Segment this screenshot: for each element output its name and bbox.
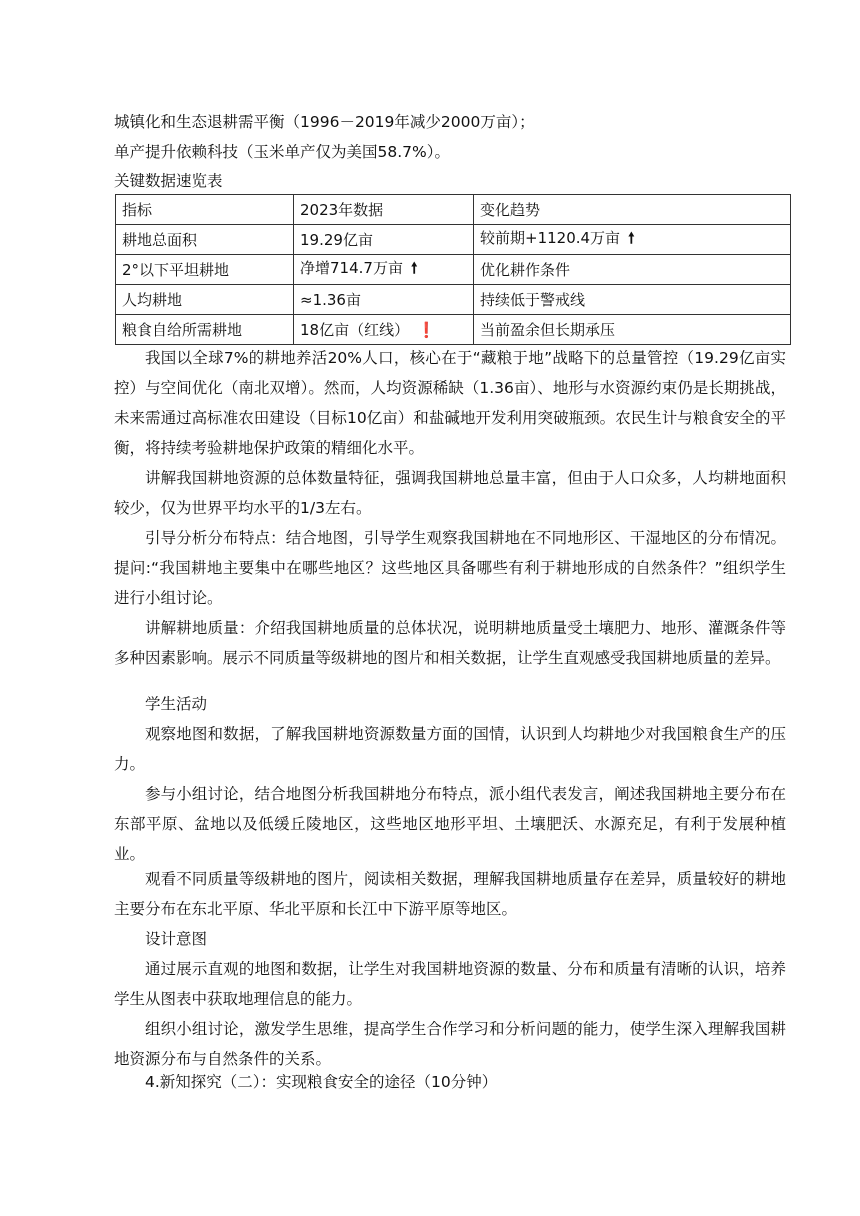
table-cell [474, 225, 791, 255]
section-heading-student-activity: 学生活动 [145, 695, 208, 713]
paragraph-intent-2: 组织小组讨论，激发学生思维，提高学生合作学习和分析问题的能力，使学生深入理解我国耕地资源分布与自然条件的关系。 [114, 1020, 786, 1068]
text-line-urbanization: 城镇化和生态退耕需平衡（1996－2019年减少2000万亩）； [114, 113, 535, 131]
table-cell: 粮食自给所需耕地 [116, 315, 294, 345]
section-heading-design-intent: 设计意图 [145, 930, 208, 948]
paragraph-summary: 我国以全球7%的耕地养活20%人口，核心在于“藏粮于地”战略下的总量管控（19.29亿亩实控）与空间优化（南北双增）。然而，人均资源稀缺（1.36亩）、地形与水资源约束仍是长期挑战，未来需通过高标准农田建设（目标10亿亩）和盐碱地开发利用突破瓶颈。农民生计与粮食安全的平衡，将持续考验耕地保护政策的精细化水平。 [114, 349, 786, 457]
table-header-row [116, 195, 791, 225]
table-cell [294, 255, 474, 285]
table-cell: 当前盈余但长期承压 [474, 315, 791, 345]
table-header-cell: 2023年数据 [294, 195, 474, 225]
table-header-cell: 变化趋势 [474, 195, 791, 225]
table-row [116, 255, 791, 285]
table-cell: 优化耕作条件 [474, 255, 791, 285]
table-header-cell: 指标 [116, 195, 294, 225]
paragraph-distribution: 引导分析分布特点：结合地图，引导学生观察我国耕地在不同地形区、干湿地区的分布情况。提问:“我国耕地主要集中在哪些地区？这些地区具备哪些有利于耕地形成的自然条件？”组织学生进行小组讨论。 [114, 529, 786, 607]
table-row [116, 285, 791, 315]
paragraph-quality: 讲解耕地质量：介绍我国耕地质量的总体状况，说明耕地质量受土壤肥力、地形、灌溉条件等多种因素影响。展示不同质量等级耕地的图片和相关数据，让学生直观感受我国耕地质量的差异。 [114, 619, 786, 667]
up-arrow-icon: 🠕 [628, 228, 635, 247]
table-cell: 持续低于警戒线 [474, 285, 791, 315]
table-cell-text: 18亿亩（红线） [300, 321, 410, 339]
paragraph-images: 观看不同质量等级耕地的图片，阅读相关数据，理解我国耕地质量存在差异，质量较好的耕地主要分布在东北平原、华北平原和长江中下游平原等地区。 [114, 870, 786, 918]
paragraph-discussion: 参与小组讨论，结合地图分析我国耕地分布特点，派小组代表发言，阐述我国耕地主要分布在东部平原、盆地以及低缓丘陵地区，这些地区地形平坦、土壤肥沃、水源充足，有利于发展种植业。 [114, 785, 786, 863]
text-line-yield: 单产提升依赖科技（玉米单产仅为美国58.7%）。 [114, 143, 450, 161]
exclamation-icon: ❗ [417, 321, 436, 339]
table-cell: 人均耕地 [116, 285, 294, 315]
paragraph-quantity: 讲解我国耕地资源的总体数量特征，强调我国耕地总量丰富，但由于人口众多，人均耕地面积较少，仅为世界平均水平的1/3左右。 [114, 469, 786, 517]
table-row [116, 315, 791, 345]
table-cell: ≈1.36亩 [294, 285, 474, 315]
paragraph-observe: 观察地图和数据，了解我国耕地资源数量方面的国情，认识到人均耕地少对我国粮食生产的压力。 [114, 725, 786, 773]
table-cell: 2°以下平坦耕地 [116, 255, 294, 285]
table-cell [294, 315, 474, 345]
paragraph-intent-1: 通过展示直观的地图和数据，让学生对我国耕地资源的数量、分布和质量有清晰的认识，培养学生从图表中获取地理信息的能力。 [114, 960, 786, 1008]
key-data-table [115, 194, 791, 345]
table-cell: 耕地总面积 [116, 225, 294, 255]
table-cell: 19.29亿亩 [294, 225, 474, 255]
up-arrow-icon: 🠕 [410, 258, 418, 277]
table-title: 关键数据速览表 [114, 172, 223, 190]
section-heading-new-topic: 4.新知探究（二）：实现粮食安全的途径（10分钟） [145, 1073, 498, 1091]
table-cell-text: 净增714.7万亩 [300, 258, 403, 277]
table-row [116, 225, 791, 255]
table-cell-text: 较前期+1120.4万亩 [480, 228, 621, 247]
